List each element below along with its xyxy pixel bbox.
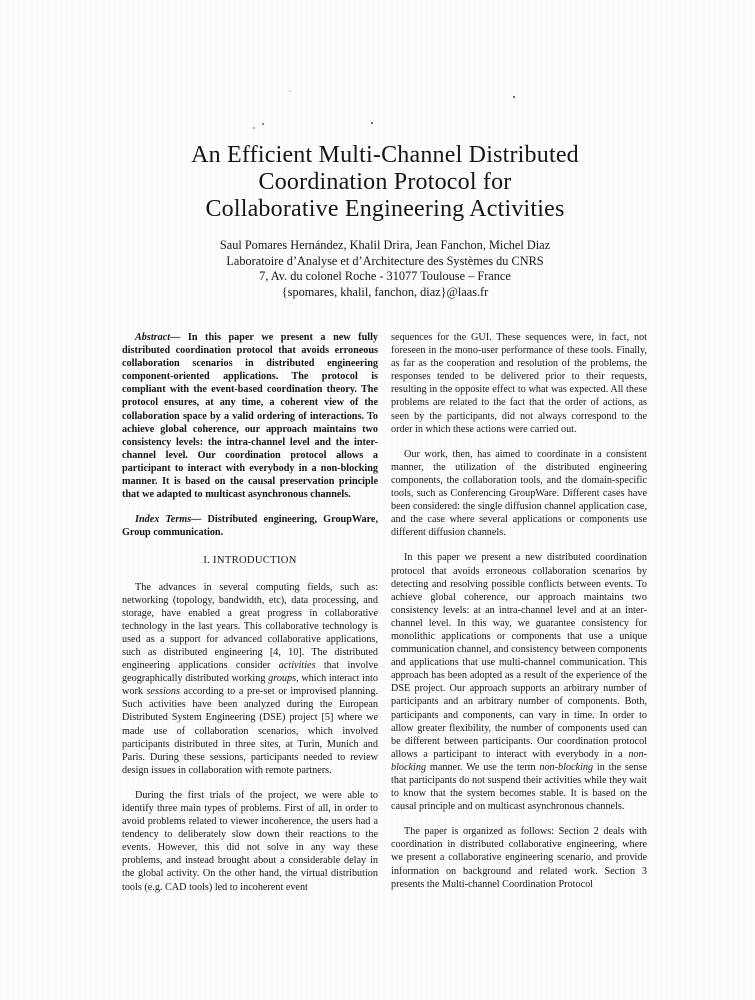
- index-terms-text: Distributed engineering, GroupWare, Group communication.: [122, 514, 378, 539]
- intro-paragraph-1: The advances in several computing fields, such as: networking (topology, bandwidth, etc), data processing, and storage, have enabled a great progress in collaborative technology in the last years. This collaborative technology is used as a support for advanced collaborative applications, such as distributed engineering [4, 10]. The distributed engineering applications consider activities that involve geographically distributed working groups, which interact into work sessions according to a pre-set or improvised planning. Such activities have been analyzed during the European Distributed System Engineering (DSE) project [5] where we made use of collaboration scenarios, which involved participants distributed in three sites, at Turin, Munich and Paris. During these sessions, participants needed to review design issues in collaboration with remote partners.: [122, 581, 378, 776]
- scan-speck: [371, 122, 373, 124]
- scan-speck: [262, 123, 264, 125]
- abstract-label: Abstract—: [135, 332, 181, 343]
- intro-paragraph-2: During the first trials of the project, we were able to identify three main types of problems. First of all, in order to avoid problems related to viewer incoherence, the users had a tendency to deliberately slow down their reactions to the events. However, this did not solve in any way these problems, and instead brought about a considerable delay in the global activity. On the other hand, the virtual distribution tools (e.g. CAD tools) led to incoherent event: [122, 789, 378, 893]
- index-terms-paragraph: [122, 513, 378, 539]
- title-line-2: Coordination Protocol for: [258, 169, 512, 195]
- intro-paragraph-2-continued: sequences for the GUI. These sequences were, in fact, not foreseen in the mono-user performance of these tools. Finally, as far as the cooperation and resolution of the problems, the responses tended to be delivered prior to their requests, resulting in the opposite effect to what was expected. All these problems are related to the fact that the order of actions, as seen by the participants, did not always correspond to the order in which these actions were carried out.: [391, 332, 647, 435]
- scan-speck: [513, 96, 515, 98]
- address-line: 7, Av. du colonel Roche - 31077 Toulouse – France: [259, 269, 511, 283]
- authors-line: Saul Pomares Hernández, Khalil Drira, Jean Fanchon, Michel Diaz: [219, 238, 551, 252]
- scan-speck: [253, 127, 255, 129]
- scan-speck: [289, 90, 291, 92]
- two-column-body: [122, 331, 648, 894]
- paper-title: [122, 142, 648, 223]
- title-line-1: An Efficient Multi-Channel Distributed: [191, 142, 579, 168]
- author-block: [122, 238, 648, 300]
- abstract-text: In this paper we present a new fully distributed coordination protocol that avoids erroneous collaboration scenarios in distributed engineering component-oriented applications. The protocol is compliant with the event-based coordination theory. The protocol ensures, at any time, a coherent view of the collaboration space by a valid ordering of interactions. To achieve global coherence, our approach maintains two consistency levels: the intra-channel level and the inter-channel level. Our coordination protocol allows a participant to interact with everybody in a non-blocking manner. It is based on the causal preservation principle that we adapted to multicast asynchronous channels.: [122, 332, 378, 501]
- intro-paragraph-3: Our work, then, has aimed to coordinate in a consistent manner, the utilization of the distributed engineering components, the collaboration tools, and the domain-specific tools, such as Conferencing GroupWare. Different cases have been considered: the single diffusion channel application case, and the case where several applications or components use different diffusion channels.: [391, 448, 647, 539]
- index-terms-label: Index Terms—: [135, 514, 202, 526]
- title-line-3: Collaborative Engineering Activities: [205, 196, 565, 222]
- page-content: [122, 142, 648, 894]
- intro-paragraph-5: The paper is organized as follows: Section 2 deals with coordination in distributed collaborative engineering, where we present a collaborative engineering scenario, and provide information on background and related work. Section 3 presents the Multi-channel Coordination Protocol: [391, 826, 647, 890]
- affiliation-line: Laboratoire d’Analyse et d’Architecture des Systèmes du CNRS: [226, 253, 544, 268]
- abstract-paragraph: [122, 331, 378, 501]
- left-column: [122, 331, 378, 894]
- email-line: {spomares, khalil, fanchon, diaz}@laas.fr: [281, 284, 489, 299]
- intro-paragraph-4: In this paper we present a new distributed coordination protocol that avoids erroneous collaboration scenarios by detecting and resolving possible conflicts between events. To achieve global coherence, our approach maintains two consistency levels: at an intra-channel level and at an inter-channel level. In this way, we guarantee consistency for monolithic applications or components that use a unique communication channel, and consistency between components and applications that use multi-channel communication. This approach has been adopted as a result of the experience of the DSE project. Our approach supports an arbitrary number of participants and an arbitrary number of components. Both, participants and components, can vary in time. In order to allow greater flexibility, the number of components used can be different between participants. Our coordination protocol allows a participant to interact with everybody in a non-blocking manner. We use the term non-blocking in the sense that participants do not suspend their activities while they wait to know that the system becomes stable. It is based on the causal principle and on multicast asynchronous channels.: [391, 552, 647, 813]
- right-column: [391, 331, 647, 894]
- section-heading-introduction: I. INTRODUCTION: [203, 555, 297, 567]
